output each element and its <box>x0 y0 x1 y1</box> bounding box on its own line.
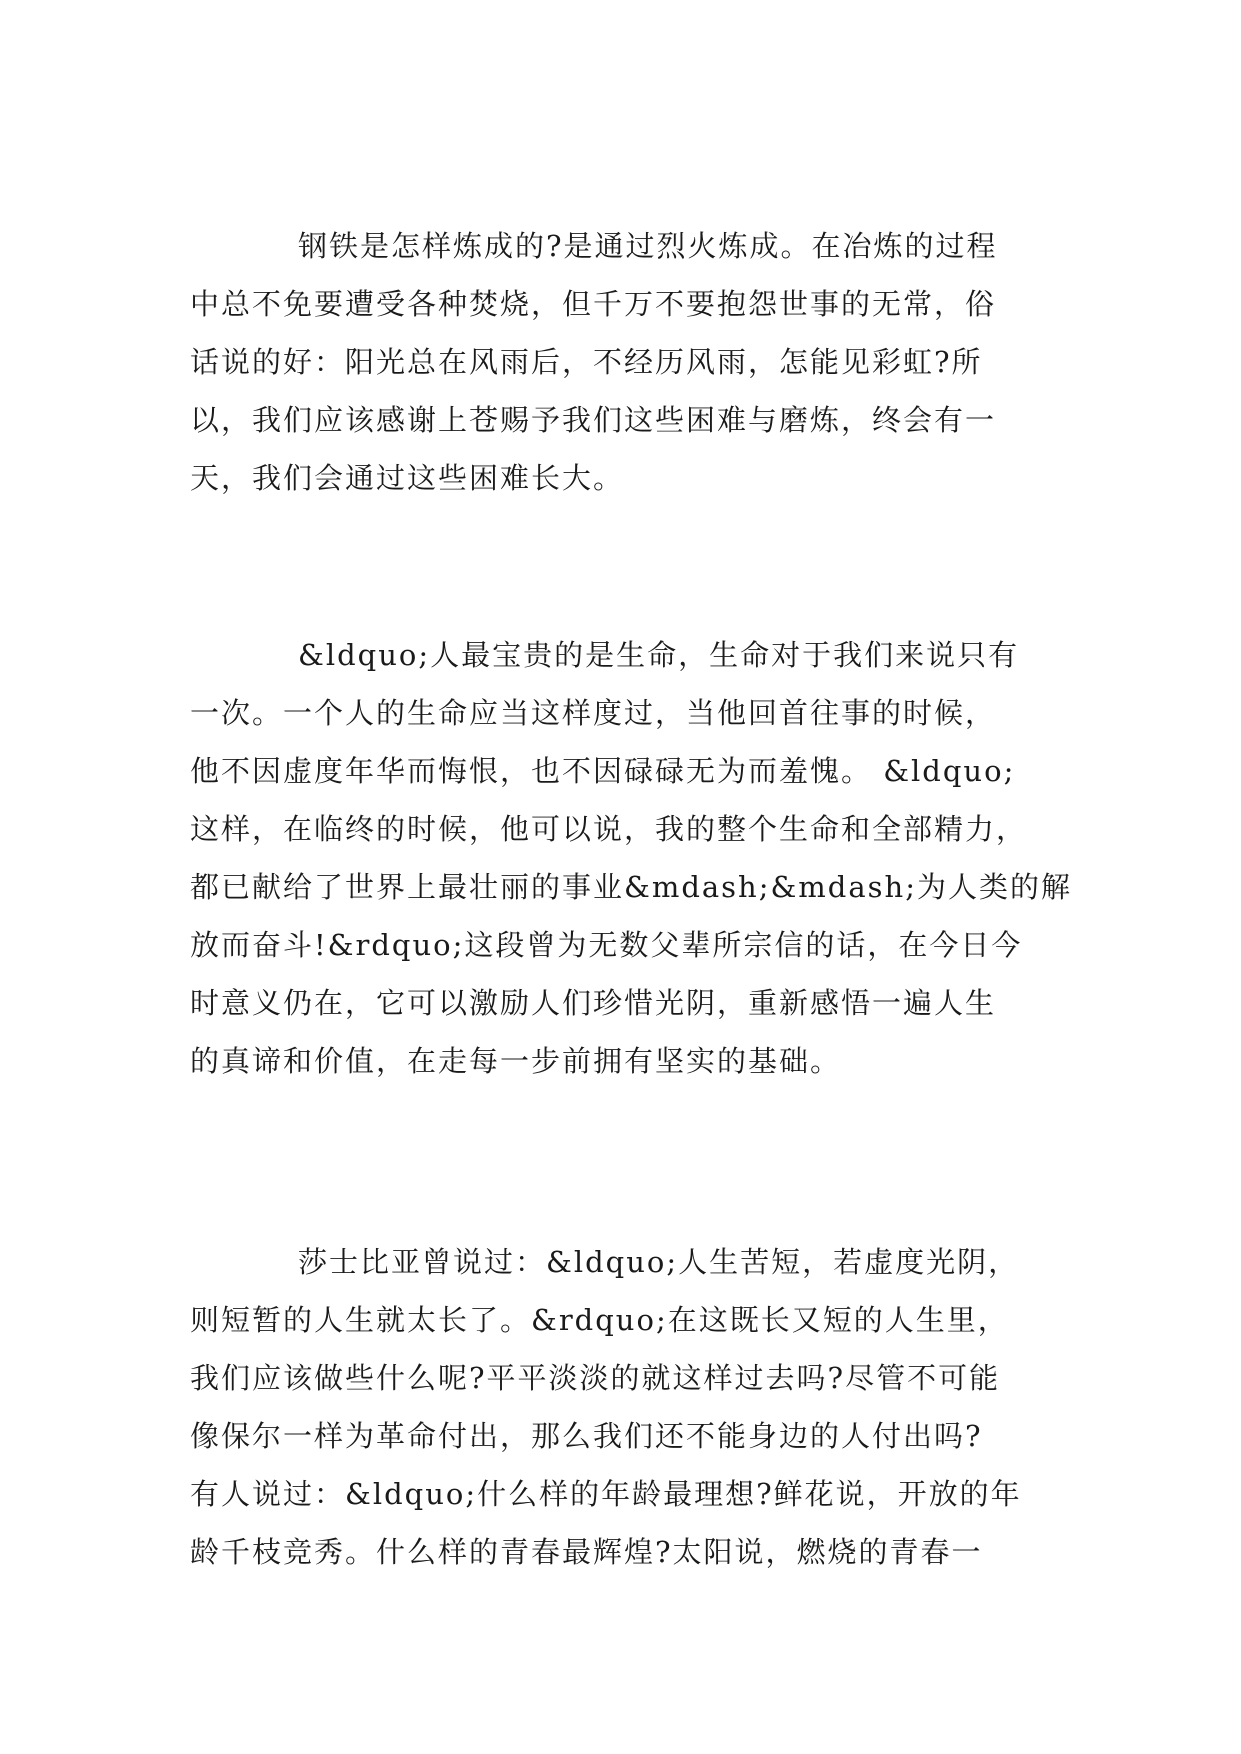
paragraph-line: 以，我们应该感谢上苍赐予我们这些困难与磨炼，终会有一 <box>190 403 997 437</box>
paragraph-line: 他不因虚度年华而悔恨，也不因碌碌无为而羞愧。 &ldquo; <box>190 754 1016 788</box>
paragraph-line: 都已献给了世界上最壮丽的事业&mdash;&mdash;为人类的解 <box>190 870 1072 904</box>
paragraph-line: 则短暂的人生就太长了。&rdquo;在这既长又短的人生里， <box>190 1303 1009 1337</box>
paragraph-line: 龄千枝竞秀。什么样的青春最辉煌?太阳说，燃烧的青春一 <box>190 1535 983 1569</box>
paragraph-line: 话说的好：阳光总在风雨后，不经历风雨，怎能见彩虹?所 <box>190 345 983 379</box>
paragraph-line: 像保尔一样为革命付出，那么我们还不能身边的人付出吗? <box>190 1419 983 1453</box>
paragraph-shakespeare <box>190 1233 1070 1581</box>
paragraph-line: 这样，在临终的时候，他可以说，我的整个生命和全部精力， <box>190 812 1028 846</box>
paragraph-line: 的真谛和价值，在走每一步前拥有坚实的基础。 <box>190 1044 842 1078</box>
paragraph-steel <box>190 217 1070 507</box>
paragraph-life-quote <box>190 626 1070 1090</box>
paragraph-line: &ldquo;人最宝贵的是生命，生命对于我们来说只有 <box>298 638 1020 672</box>
paragraph-line: 莎士比亚曾说过：&ldquo;人生苦短，若虚度光阴， <box>298 1245 1020 1279</box>
paragraph-line: 中总不免要遭受各种焚烧，但千万不要抱怨世事的无常，俗 <box>190 287 997 321</box>
paragraph-line: 我们应该做些什么呢?平平淡淡的就这样过去吗?尽管不可能 <box>190 1361 1001 1395</box>
paragraph-line: 时意义仍在，它可以激励人们珍惜光阴，重新感悟一遍人生 <box>190 986 997 1020</box>
paragraph-line: 钢铁是怎样炼成的?是通过烈火炼成。在冶炼的过程 <box>298 229 998 263</box>
paragraph-line: 有人说过：&ldquo;什么样的年龄最理想?鲜花说，开放的年 <box>190 1477 1022 1511</box>
paragraph-line: 天，我们会通过这些困难长大。 <box>190 461 625 495</box>
paragraph-line: 一次。一个人的生命应当这样度过，当他回首往事的时候， <box>190 696 997 730</box>
paragraph-line: 放而奋斗!&rdquo;这段曾为无数父辈所宗信的话，在今日今 <box>190 928 1023 962</box>
